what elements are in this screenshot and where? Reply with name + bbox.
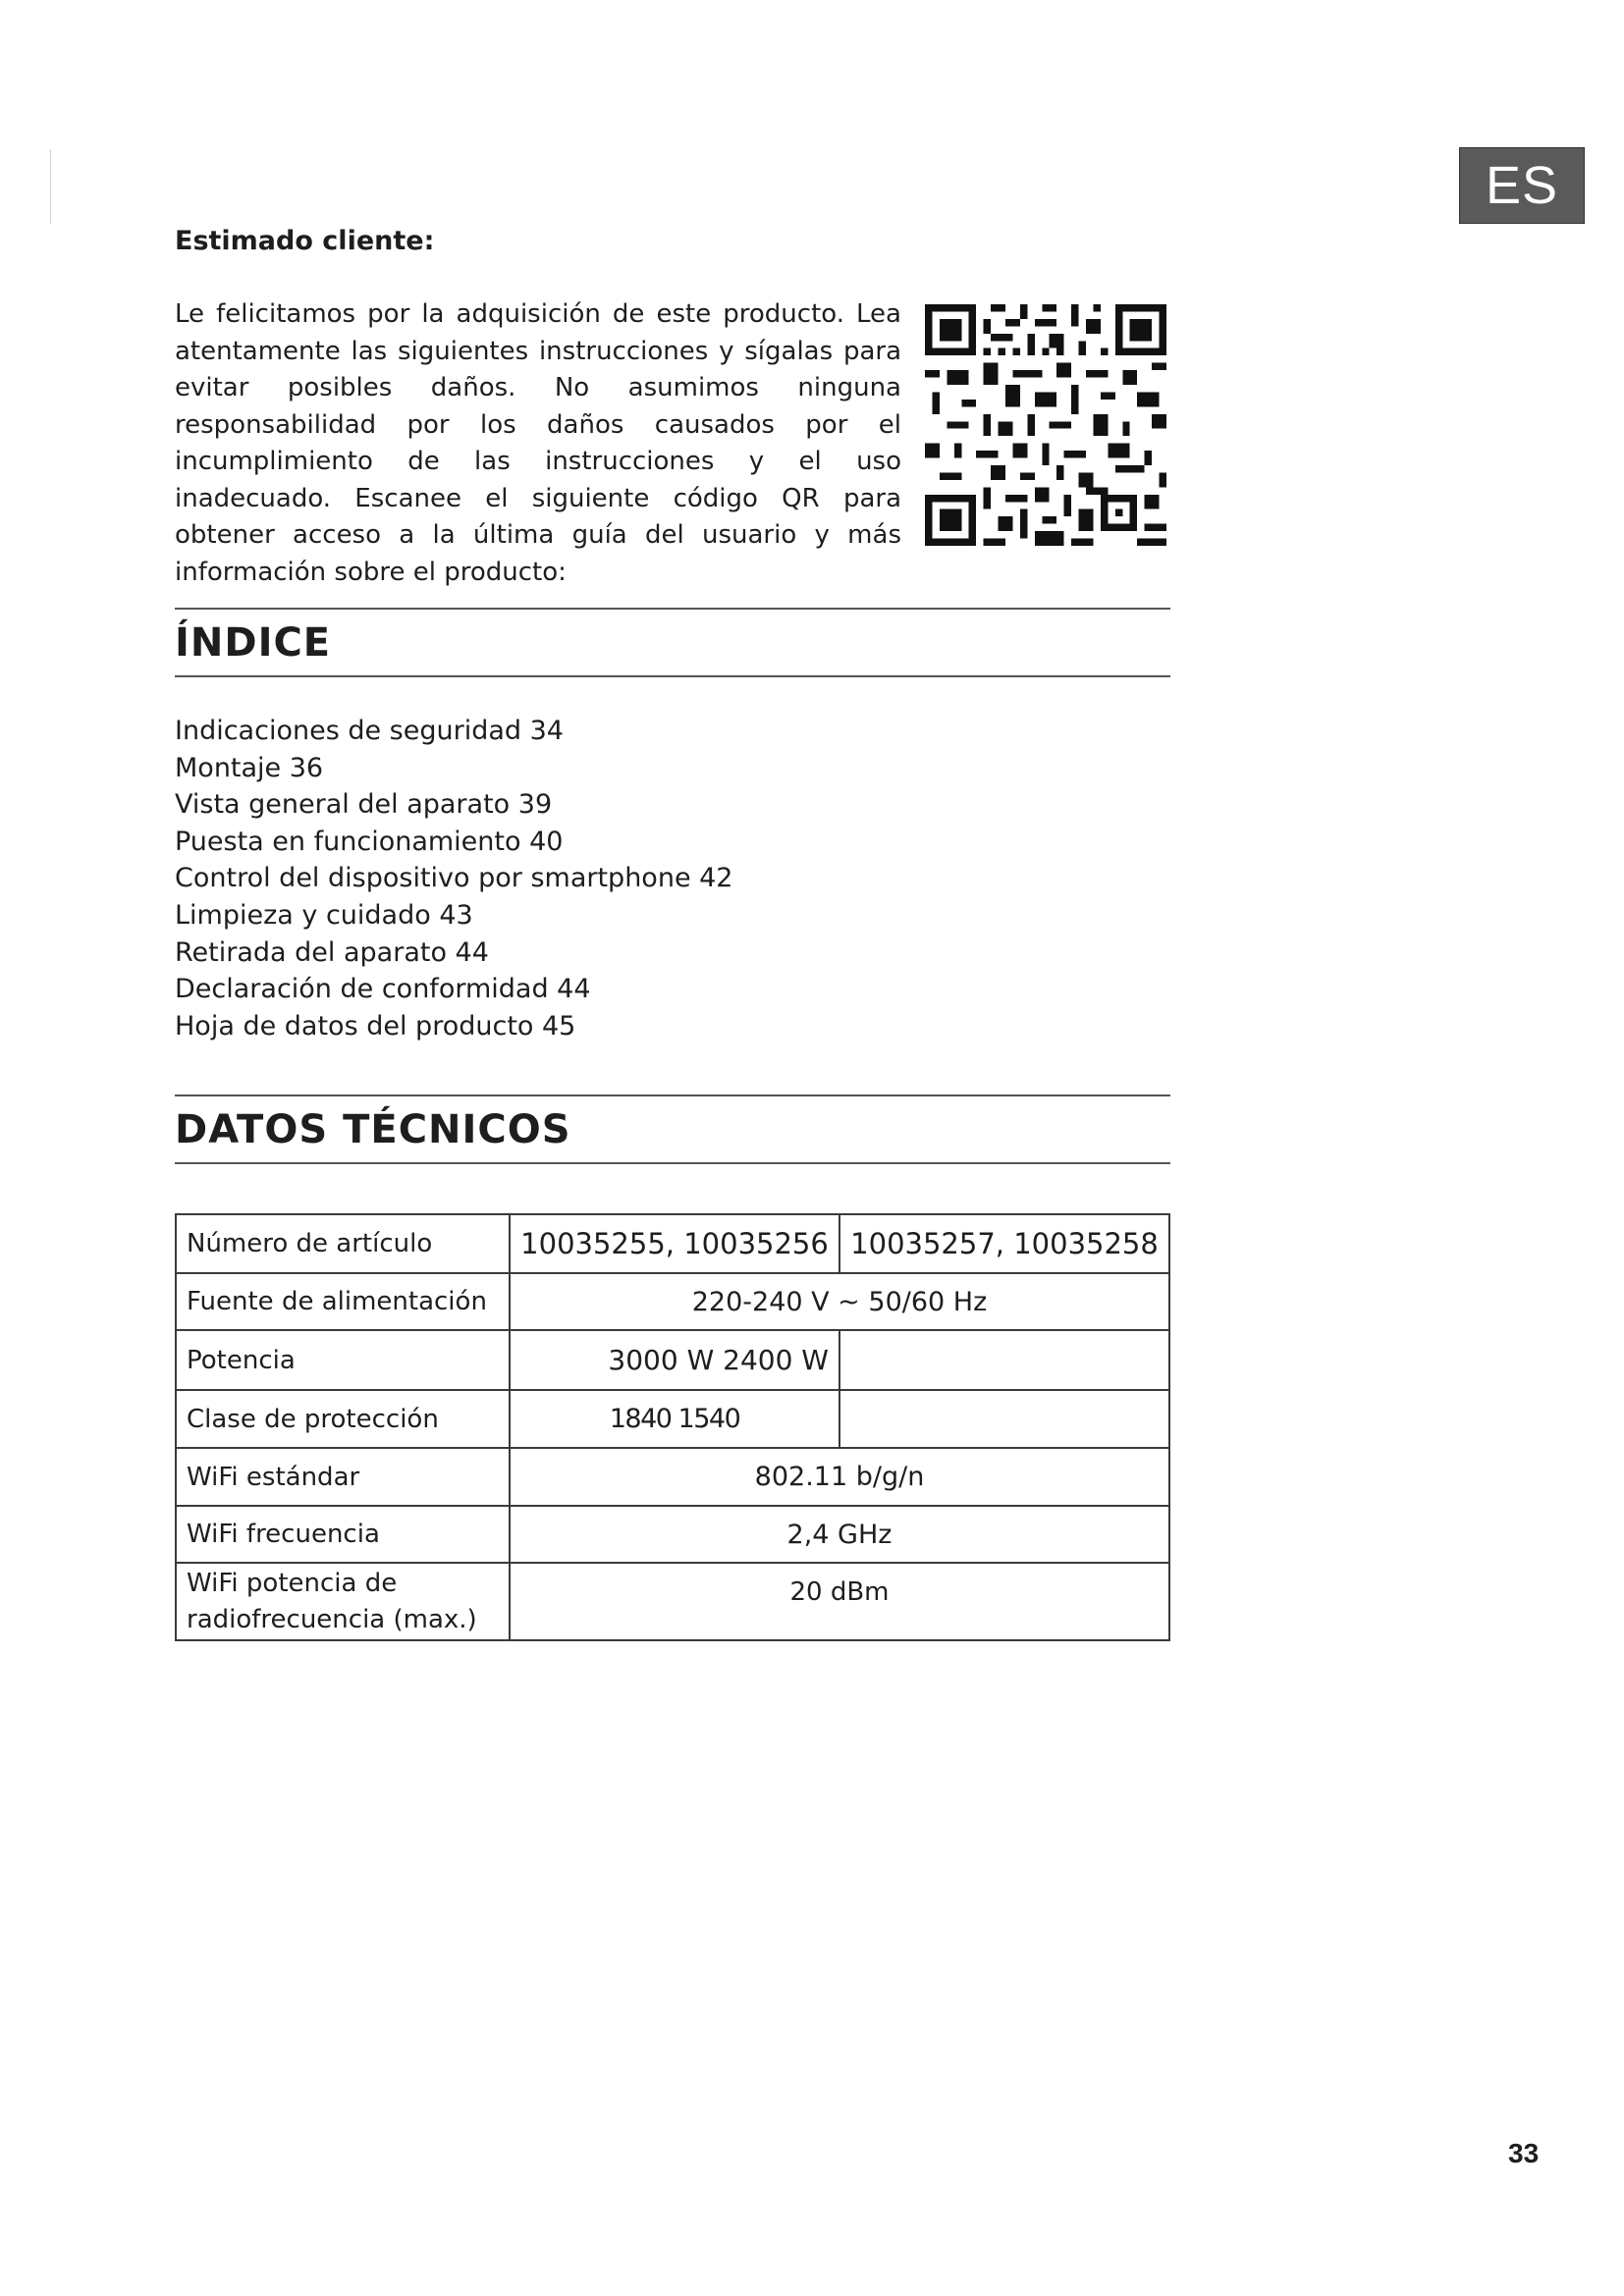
index-item: Puesta en funcionamiento 40 [175,826,564,857]
spec-value-power-supply: 220-240 V ~ 50/60 Hz [510,1273,1169,1330]
table-row [176,1448,1169,1506]
index-item: Limpieza y cuidado 43 [175,899,473,931]
greeting: Estimado cliente: [175,226,435,256]
spec-value-power-1: 3000 W 2400 W [510,1330,839,1390]
spec-label-power: Potencia [176,1330,510,1390]
margin-line [50,149,51,224]
spec-label-wifi-power [176,1563,510,1640]
index-item: Hoja de datos del producto 45 [175,1010,576,1041]
index-item: Control del dispositivo por smartphone 42 [175,863,733,894]
spec-value-power-2 [839,1330,1169,1390]
language-badge: ES [1459,147,1585,224]
spec-value-article-2: 10035257, 10035258 [839,1214,1169,1273]
spec-value-wifi-power: 20 dBm [510,1563,1169,1640]
table-row [176,1273,1169,1330]
page-number: 33 [1508,2138,1540,2168]
table-row [176,1506,1169,1563]
spec-label-power-supply: Fuente de alimentación [176,1273,510,1330]
spec-label-wifi-power-line2: radiofrecuencia (max.) [187,1604,477,1634]
index-bottom-rule [175,675,1170,677]
spec-label-article: Número de artículo [176,1214,510,1273]
index-item: Retirada del aparato 44 [175,936,489,968]
specs-bottom-rule [175,1162,1170,1164]
spec-value-protection-1: 1840 1540 [510,1390,839,1448]
table-row [176,1390,1169,1448]
spec-label-wifi-standard: WiFi estándar [176,1448,510,1506]
index-item: Declaración de conformidad 44 [175,974,591,1005]
specs-top-rule [175,1095,1170,1096]
index-list [175,713,733,1044]
spec-label-protection: Clase de protección [176,1390,510,1448]
table-row [176,1330,1169,1390]
index-top-rule [175,608,1170,610]
index-title: ÍNDICE [175,620,332,666]
intro-paragraph: Le felicitamos por la adquisición de este producto. Lea atentamente las siguientes instrucciones y sígalas para evitar posibles daños. No asumimos ninguna responsabilidad por los daños causados por el incumplimiento de las instrucciones y el uso inadecuado. Escanee el siguiente código QR para obtener acceso a la última guía del usuario y más información sobre el producto: [175,299,901,587]
index-item: Indicaciones de seguridad 34 [175,716,564,746]
index-item: Vista general del aparato 39 [175,789,553,821]
table-row [176,1214,1169,1273]
specs-title: DATOS TÉCNICOS [175,1107,571,1152]
table-row [176,1563,1169,1640]
spec-value-article-1: 10035255, 10035256 [510,1214,839,1273]
spec-label-wifi-power-line1: WiFi potencia de [187,1568,398,1598]
spec-value-wifi-frequency: 2,4 GHz [510,1506,1169,1563]
specs-table [175,1213,1170,1641]
spec-value-protection-2 [839,1390,1169,1448]
spec-value-wifi-standard: 802.11 b/g/n [510,1448,1169,1506]
index-item: Montaje 36 [175,752,324,783]
qr-code-icon[interactable] [925,304,1166,546]
spec-label-wifi-frequency: WiFi frecuencia [176,1506,510,1563]
